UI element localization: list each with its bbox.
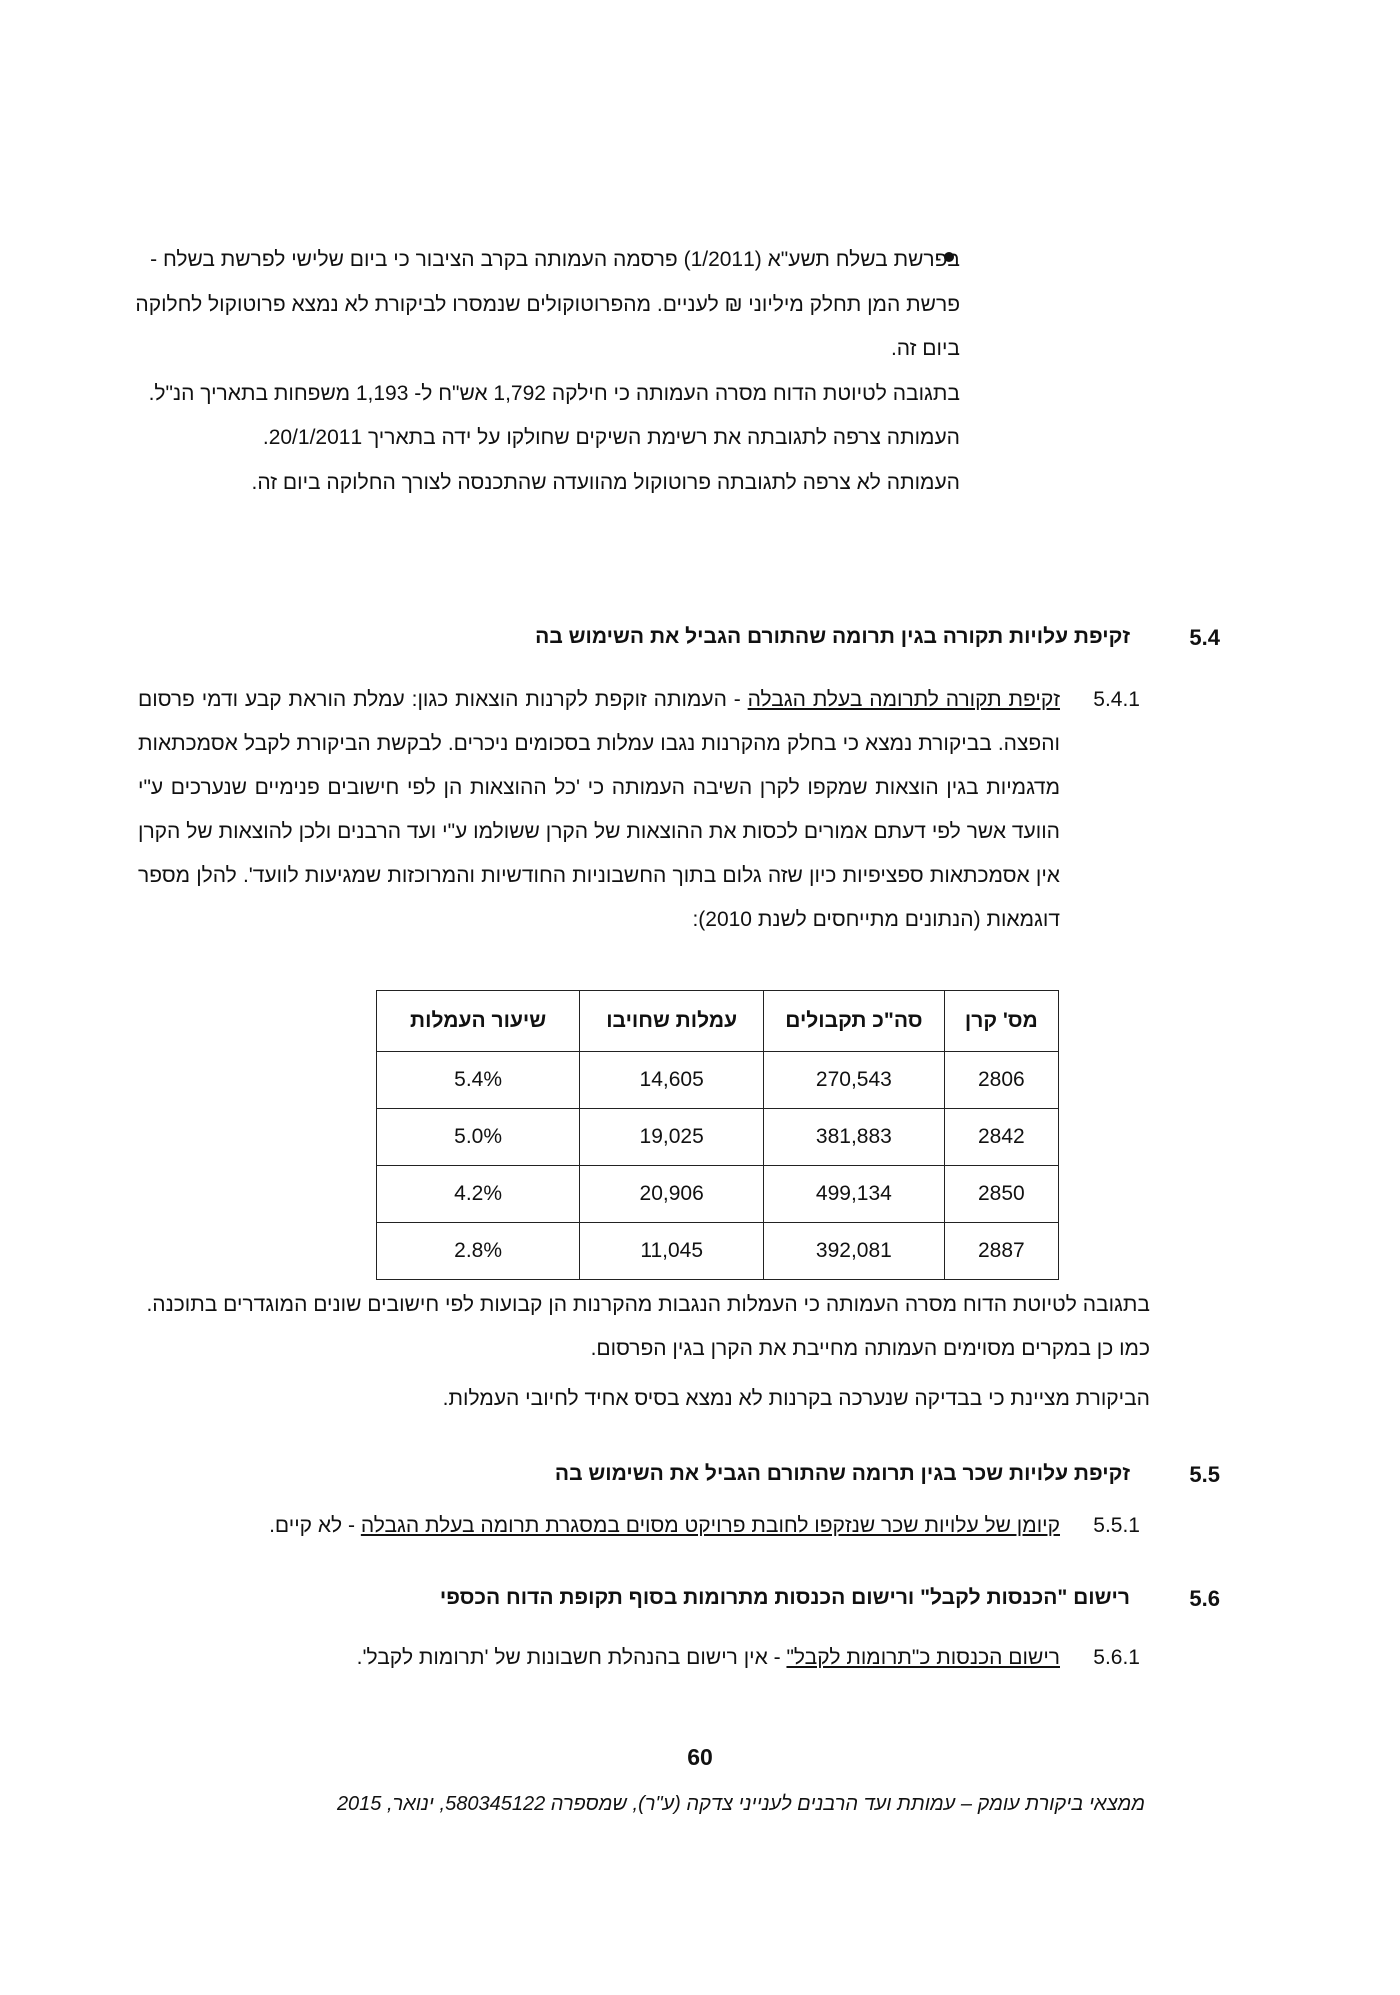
cell-fund-number: 2842 [944,1109,1058,1166]
cell-total-receipts: 392,081 [764,1223,945,1280]
bullet-paragraph-1: בפרשת בשלח תשע"א (1/2011) פרסמה העמותה בקרב הציבור כי ביום שלישי לפרשת בשלח - פרשת המן תחלק מיליוני ₪ לעניים. מהפרוטוקולים שנמסרו לביקורת לא נמצא פרוטוקול לחלוקה ביום זה. [135,248,960,360]
cell-fees-charged: 20,906 [580,1166,764,1223]
table-row [377,1166,1059,1223]
cell-fees-charged: 19,025 [580,1109,764,1166]
cell-fund-number: 2887 [944,1223,1058,1280]
bullet-paragraph-2: בתגובה לטיוטת הדוח מסרה העמותה כי חילקה 1,792 אש"ח ל- 1,193 משפחות בתאריך הנ"ל. העמותה צרפה לתגובתה את רשימת השיקים שחולקו על ידה בתאריך 20/1/2011. [148,381,960,449]
cell-total-receipts: 499,134 [764,1166,945,1223]
association-response: בתגובה לטיוטת הדוח מסרה העמותה כי העמלות הנגבות מהקרנות הן קבועות לפי חישובים שונים המוגדרים בתוכנה. כמו כן במקרים מסוימים העמותה מחייבת את הקרן בגין הפרסום. [146,1293,1150,1360]
subsection-5-5-1-body [269,1514,1060,1538]
table-header-row [377,991,1059,1052]
subsection-5-6-1-body [357,1646,1060,1670]
audit-note: הביקורת מציינת כי בבדיקה שנערכה בקרנות לא נמצא בסיס אחיד לחיובי העמלות. [442,1387,1150,1410]
header-fees-charged: עמלות שחויבו [580,991,764,1052]
page-footer: ממצאי ביקורת עומק – עמותת ועד הרבנים לענייני צדקה (ע"ר), שמספרה 580345122, ינואר, 2015 [336,1793,1145,1815]
cell-total-receipts: 381,883 [764,1109,945,1166]
table-followup [130,1283,1150,1421]
cell-fund-number: 2806 [944,1052,1058,1109]
subsection-5-6-1-heading: רישום הכנסות כ"תרומות לקבל" [786,1646,1060,1669]
cell-fees-charged: 14,605 [580,1052,764,1109]
header-fee-rate: שיעור העמלות [377,991,580,1052]
cell-fee-rate: 2.8% [377,1223,580,1280]
cell-fee-rate: 5.0% [377,1109,580,1166]
header-total-receipts: סה"כ תקבולים [764,991,945,1052]
section-5-6-number: 5.6 [1189,1586,1220,1611]
table-row [377,1223,1059,1280]
subsection-5-4-1-body [138,678,1060,942]
cell-fees-charged: 11,045 [580,1223,764,1280]
page-number: 60 [687,1744,713,1770]
bullet-section [130,238,960,505]
subsection-5-6-1-text: - אין רישום בהנהלת חשבונות של 'תרומות לקבל'. [356,1646,787,1669]
subsection-5-5-1-heading: קיומן של עלויות שכר שנזקפו לחובת פרויקט מסוים במסגרת תרומה בעלת הגבלה [360,1514,1060,1537]
section-5-5-title: זקיפת עלויות שכר בגין תרומה שהתורם הגביל את השימוש בה [554,1462,1130,1485]
subsection-5-4-1-text: - העמותה זוקפת לקרנות הוצאות כגון: עמלת הוראת קבע ודמי פרסום והפצה. בביקורת נמצא כי בחלק מהקרנות נגבו עמלות בסכומים ניכרים. לבקשת הביקורת לקבל אסמכתאות מדגמיות בגין הוצאות שמקפו לקרן השיבה העמותה כי 'כל ההוצאות הן לפי חישובים פנימיים שנערכים ע"י הוועד אשר לפי דעתם אמורים לכסות את ההוצאות של הקרן ששולמו ע"י ועד הרבנים ולכן להוצאות של הקרן אין אסמכתאות ספציפיות כיון שזה גלום בתוך החשבוניות החודשיות והמרוכזות שמגיעות לוועד'. להלן מספר דוגמאות (הנתונים מתייחסים לשנת 2010): [138,688,1060,931]
subsection-5-6-1-number: 5.6.1 [1093,1646,1140,1669]
section-5-5-number: 5.5 [1189,1462,1220,1487]
cell-fee-rate: 5.4% [377,1052,580,1109]
section-5-4-number: 5.4 [1189,625,1220,650]
section-5-4-title: זקיפת עלויות תקורה בגין תרומה שהתורם הגביל את השימוש בה [535,625,1130,648]
cell-fund-number: 2850 [944,1166,1058,1223]
cell-fee-rate: 4.2% [377,1166,580,1223]
cell-total-receipts: 270,543 [764,1052,945,1109]
section-5-6-title: רישום "הכנסות לקבל" ורישום הכנסות מתרומות בסוף תקופת הדוח הכספי [439,1586,1130,1609]
subsection-5-5-1-text: - לא קיים. [269,1514,361,1537]
subsection-5-4-1-number: 5.4.1 [1093,688,1140,711]
fees-table [376,990,1059,1280]
table-row [377,1109,1059,1166]
bullet-paragraph-3: העמותה לא צרפה לתגובתה פרוטוקול מהוועדה שהתכנסה לצורך החלוקה ביום זה. [251,470,960,494]
subsection-5-4-1-heading: זקיפת תקורה לתרומה בעלת הגבלה [747,688,1060,711]
subsection-5-5-1-number: 5.5.1 [1093,1514,1140,1537]
header-fund-number: מס' קרן [944,991,1058,1052]
table-row [377,1052,1059,1109]
